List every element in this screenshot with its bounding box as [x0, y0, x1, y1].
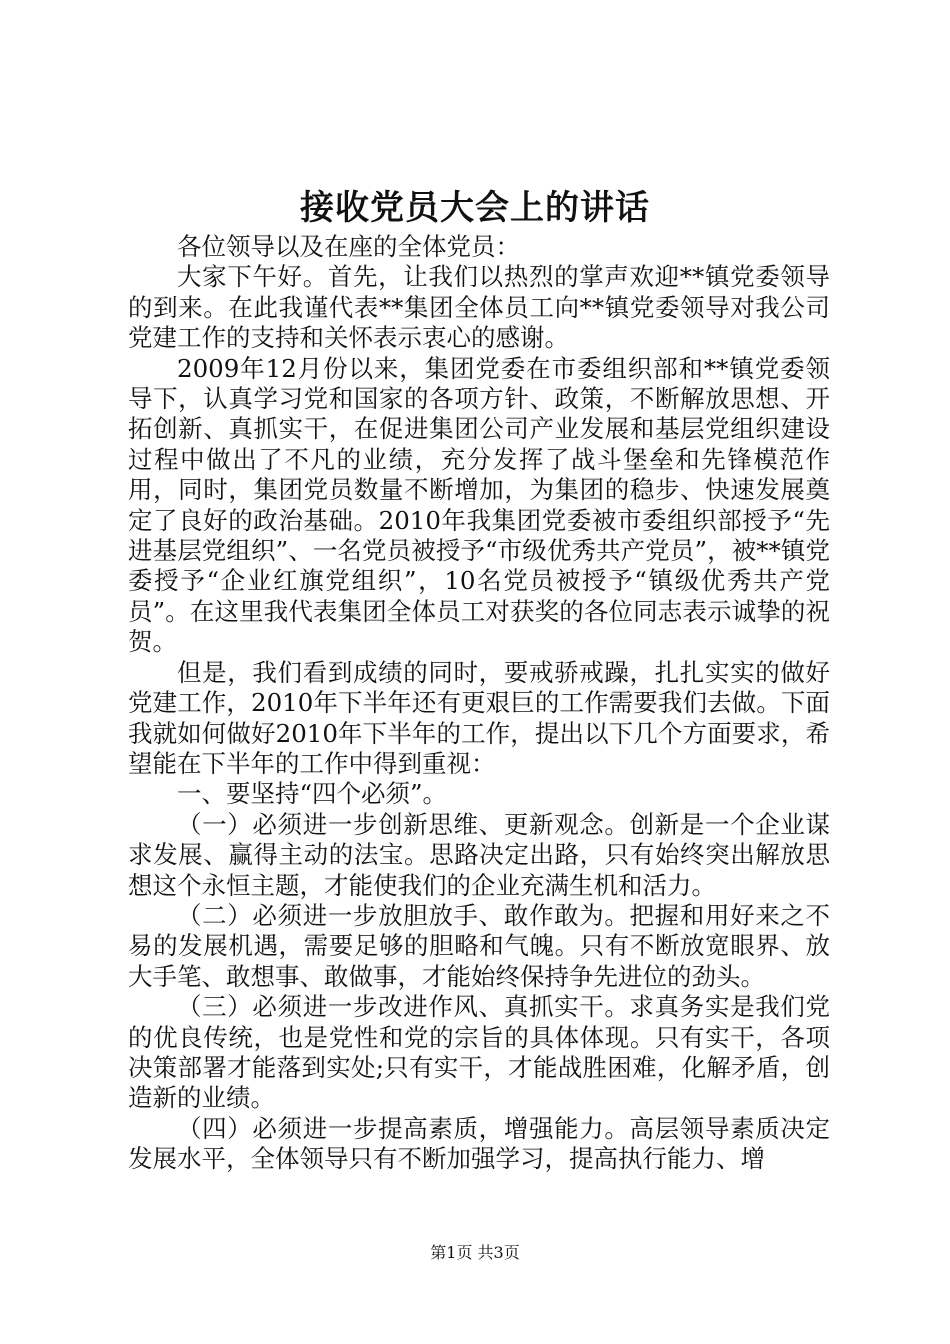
- paragraph-salutation: 各位领导以及在座的全体党员：: [177, 232, 520, 261]
- document-body: [128, 232, 830, 1175]
- page-number-footer: 第1页 共3页: [430, 1243, 520, 1262]
- paragraph-item-4: （四）必须进一步提高素质，增强能力。高层领导素质决定发展水平，全体领导只有不断加强学习，提高执行能力、增: [128, 1113, 830, 1174]
- paragraph-requirements-intro: 但是，我们看到成绩的同时，要戒骄戒躁，扎扎实实的做好党建工作，2010年下半年还有更艰巨的工作需要我们去做。下面我就如何做好2010年下半年的工作，提出以下几个方面要求，希望能在下半年的工作中得到重视：: [128, 657, 830, 778]
- paragraph-item-1: （一）必须进一步创新思维、更新观念。创新是一个企业谋求发展、赢得主动的法宝。思路决定出路，只有始终突出解放思想这个永恒主题，才能使我们的企业充满生机和活力。: [128, 809, 830, 900]
- paragraph-section-heading: 一、要坚持“四个必须”。: [177, 779, 448, 809]
- document-title: 接收党员大会上的讲话: [300, 188, 650, 228]
- paragraph-item-2: （二）必须进一步放胆放手、敢作敢为。把握和用好来之不易的发展机遇，需要足够的胆略和气魄。只有不断放宽眼界、放大手笔、敢想事、敢做事，才能始终保持争先进位的劲头。: [128, 900, 830, 991]
- paragraph-achievements: 2009年12月份以来，集团党委在市委组织部和**镇党委领导下，认真学习党和国家的各项方针、政策，不断解放思想、开拓创新、真抓实干，在促进集团公司产业发展和基层党组织建设过程中做出了不凡的业绩，充分发挥了战斗堡垒和先锋模范作用，同时，集团党员数量不断增加，为集团的稳步、快速发展奠定了良好的政治基础。2010年我集团党委被市委组织部授予“先进基层党组织”、一名党员被授予“市级优秀共产党员”，被**镇党委授予“企业红旗党组织”，10名党员被授予“镇级优秀共产党员”。在这里我代表集团全体员工对获奖的各位同志表示诚挚的祝贺。: [128, 353, 830, 657]
- paragraph-greeting: 大家下午好。首先，让我们以热烈的掌声欢迎**镇党委领导的到来。在此我谨代表**集团全体员工向**镇党委领导对我公司党建工作的支持和关怀表示衷心的感谢。: [128, 262, 830, 353]
- paragraph-item-3: （三）必须进一步改进作风、真抓实干。求真务实是我们党的优良传统，也是党性和党的宗旨的具体体现。只有实干，各项决策部署才能落到实处;只有实干，才能战胜困难，化解矛盾，创造新的业绩。: [128, 992, 830, 1113]
